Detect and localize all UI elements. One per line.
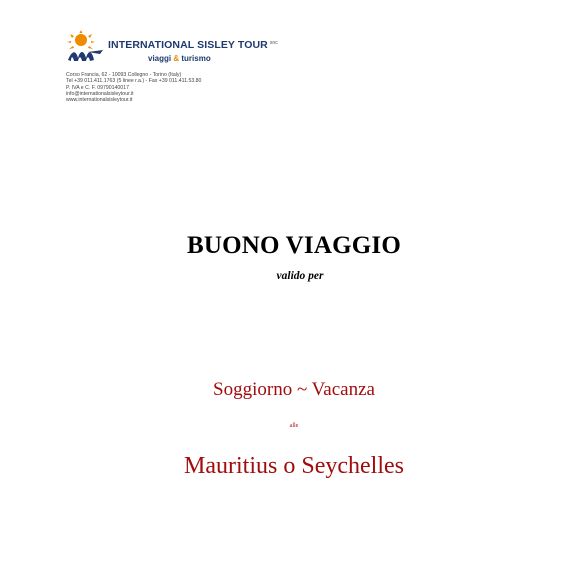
connector-text: alle	[289, 423, 299, 429]
company-name	[108, 39, 278, 51]
contact-block	[66, 72, 201, 103]
contact-website: www.internationalsisleytour.it	[66, 97, 133, 104]
valid-for-text: valido per	[276, 270, 324, 282]
company-logo-icon	[66, 30, 104, 66]
company-subtitle	[148, 54, 211, 63]
sun-rays-icon	[67, 30, 95, 49]
destination: Mauritius o Seychelles	[184, 453, 404, 479]
contact-address: Corso Francia, 62 - 10093 Collegno - Torino (Italy)	[66, 72, 182, 78]
company-suffix: snc	[269, 39, 278, 46]
subtitle-ampersand: &	[173, 54, 180, 63]
contact-phone-fax: Tel +39 011.411.1763 (5 linee r.a.) - Fax +39 011.411.53.80	[66, 78, 202, 85]
subtitle-part1: viaggi	[148, 54, 172, 63]
letterhead	[66, 30, 326, 120]
voucher-title: BUONO VIAGGIO	[187, 232, 401, 259]
contact-email: info@internationalsisleytour.it	[66, 90, 134, 97]
contact-vat: P. IVA e C. F. 09790140017	[66, 84, 129, 91]
travel-mark-icon	[68, 50, 103, 61]
subtitle-part2: turismo	[181, 54, 211, 63]
company-name-text: INTERNATIONAL SISLEY TOUR	[108, 39, 268, 51]
trip-type: Soggiorno ~ Vacanza	[213, 379, 375, 400]
